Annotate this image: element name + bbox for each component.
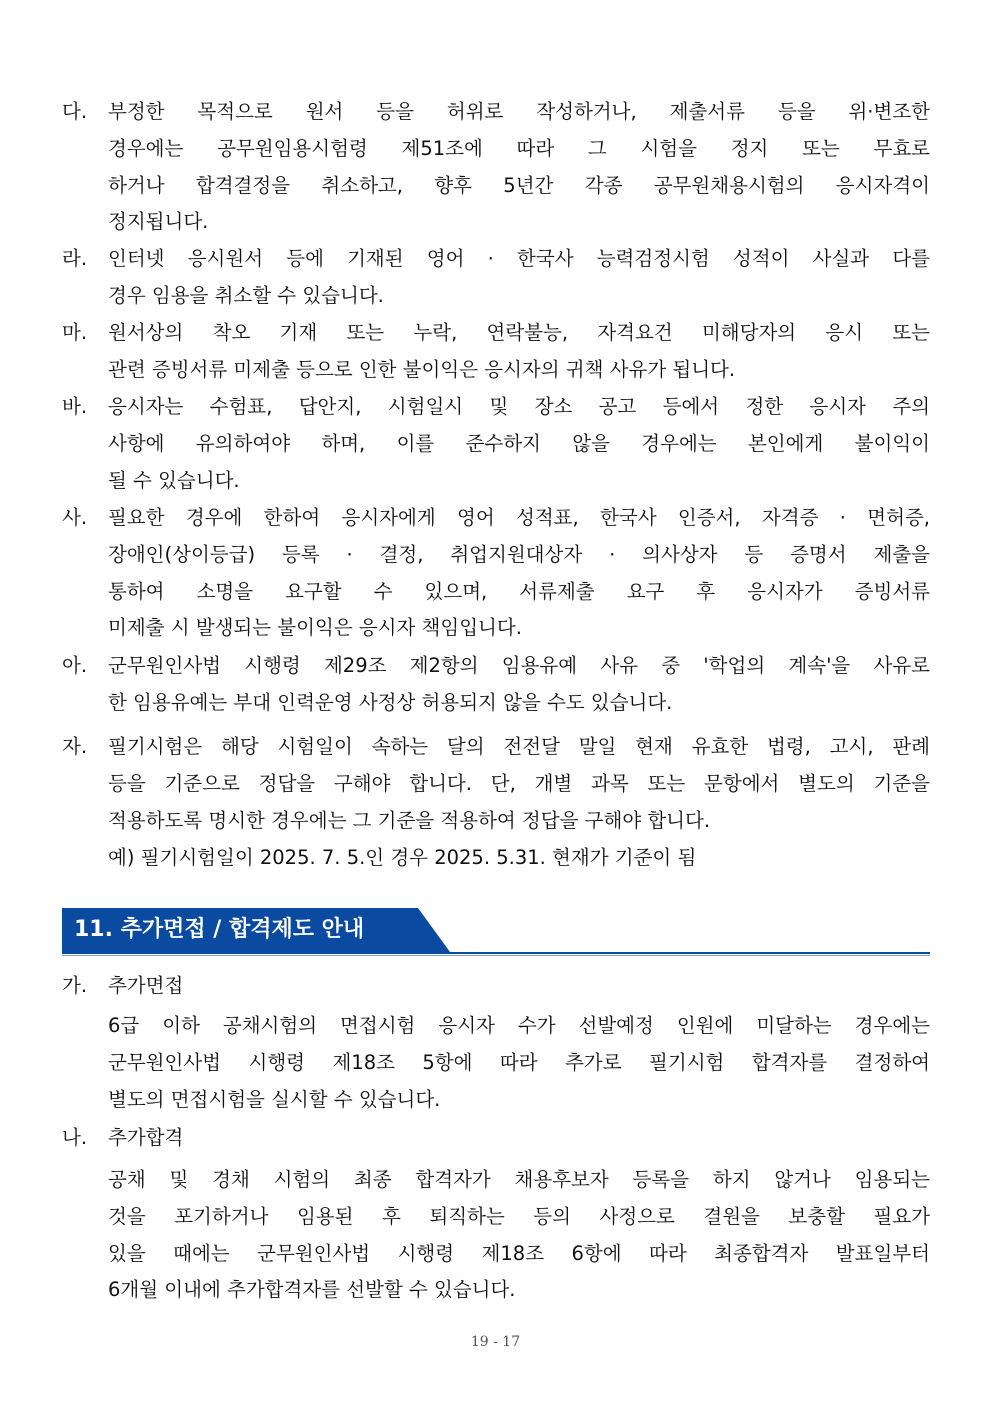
text-line: 경우 임용을 취소할 수 있습니다. <box>108 283 384 307</box>
text-line: 6개월 이내에 추가합격자를 선발할 수 있습니다. <box>108 1278 516 1302</box>
text-line: 될 수 있습니다. <box>108 468 240 492</box>
item-marker: 마. <box>62 321 88 344</box>
text-line: 적용하도록 명시한 경우에는 그 기준을 적용하여 정답을 구해야 합니다. <box>108 808 711 832</box>
subsection-heading-additional-pass <box>62 1120 183 1157</box>
text-line: 하거나 합격결정을 취소하고, 향후 5년간 각종 공무원채용시험의 응시자격이 <box>108 173 930 197</box>
subsection-heading-additional-interview <box>62 968 183 1005</box>
text-line: 통하여 소명을 요구할 수 있으며, 서류제출 요구 후 응시자가 증빙서류 <box>108 579 930 603</box>
item-marker: 아. <box>62 654 88 677</box>
text-line: 사항에 유의하여야 하며, 이를 준수하지 않을 경우에는 본인에게 불이익이 <box>108 431 930 455</box>
text-line: 관련 증빙서류 미제출 등으로 인한 불이익은 응시자의 귀책 사유가 됩니다. <box>108 357 736 381</box>
item-text <box>108 389 930 499</box>
text-line: 한 임용유예는 부대 인력운영 사정상 허용되지 않을 수도 있습니다. <box>108 690 673 714</box>
text-line: 군무원인사법 시행령 제29조 제2항의 임용유예 사유 중 '학업의 계속'을 사유로 <box>108 654 930 677</box>
subsection-marker: 나. <box>62 1126 88 1149</box>
item-marker: 사. <box>62 506 88 529</box>
item-text <box>108 241 930 315</box>
item-text <box>108 94 930 241</box>
section-header <box>62 908 930 956</box>
text-line: 인터넷 응시원서 등에 기재된 영어 · 한국사 능력검정시험 성적이 사실과 다를 <box>108 247 930 270</box>
item-marker: 자. <box>62 735 88 758</box>
text-line: 등을 기준으로 정답을 구해야 합니다. 단, 개별 과목 또는 문항에서 별도의 기준을 <box>108 771 930 795</box>
text-line: 별도의 면접시험을 실시할 수 있습니다. <box>108 1087 441 1111</box>
item-marker: 바. <box>62 395 88 418</box>
subsection-title: 추가면접 <box>108 974 184 997</box>
text-line: 필기시험은 해당 시험일이 속하는 달의 전전달 말일 현재 유효한 법령, 고시, 판례 <box>108 735 930 758</box>
text-line: 공채 및 경채 시험의 최종 합격자가 채용후보자 등록을 하지 않거나 임용되는 <box>108 1168 930 1191</box>
text-line: 원서상의 착오 기재 또는 누락, 연락불능, 자격요건 미해당자의 응시 또는 <box>108 321 930 344</box>
text-line: 정지됩니다. <box>108 210 209 234</box>
text-line: 장애인(상이등급) 등록 · 결정, 취업지원대상자 · 의사상자 등 증명서 제출을 <box>108 542 930 566</box>
text-line: 있을 때에는 군무원인사법 시행령 제18조 6항에 따라 최종합격자 발표일부터 <box>108 1241 930 1265</box>
text-line: 응시자는 수험표, 답안지, 시험일시 및 장소 공고 등에서 정한 응시자 주의 <box>108 395 930 418</box>
subsection-marker: 가. <box>62 974 88 997</box>
item-marker: 다. <box>62 100 88 123</box>
page-number: 19 - 17 <box>470 1334 521 1350</box>
item-text <box>108 500 930 647</box>
text-line: 것을 포기하거나 임용된 후 퇴직하는 등의 사정으로 결원을 보충할 필요가 <box>108 1204 930 1228</box>
item-marker: 라. <box>62 247 88 270</box>
subsection-body-additional-pass <box>108 1162 930 1309</box>
subsection-body-additional-interview <box>108 1008 930 1118</box>
item-text <box>108 648 930 722</box>
section-title: 11. 추가면접 / 합격제도 안내 <box>74 917 365 942</box>
text-line: 부정한 목적으로 원서 등을 허위로 작성하거나, 제출서류 등을 위·변조한 <box>108 100 930 123</box>
subsection-title: 추가합격 <box>108 1126 184 1149</box>
item-text <box>108 729 930 839</box>
text-line: 경우에는 공무원임용시험령 제51조에 따라 그 시험을 정지 또는 무효로 <box>108 136 930 160</box>
text-line: 필요한 경우에 한하여 응시자에게 영어 성적표, 한국사 인증서, 자격증 · 면허증, <box>108 506 930 529</box>
example-note: 예) 필기시험일이 2025. 7. 5.인 경우 2025. 5.31. 현재가 기준이 됨 <box>108 846 697 869</box>
item-text <box>108 315 930 389</box>
text-line: 6급 이하 공채시험의 면접시험 응시자 수가 선발예정 인원에 미달하는 경우에는 <box>108 1014 930 1037</box>
text-line: 미제출 시 발생되는 불이익은 응시자 책임입니다. <box>108 616 522 640</box>
text-line: 군무원인사법 시행령 제18조 5항에 따라 추가로 필기시험 합격자를 결정하여 <box>108 1050 930 1074</box>
